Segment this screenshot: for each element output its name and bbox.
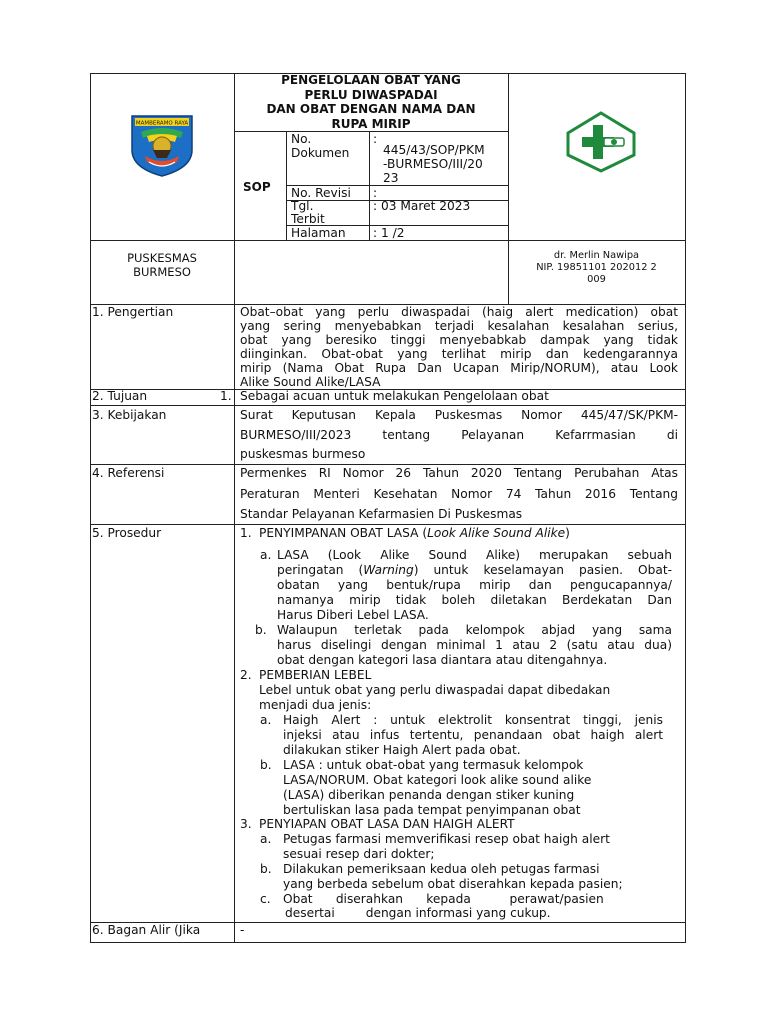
procedure-text-line: desertai dengan informasi yang cukup. bbox=[285, 906, 551, 920]
field-value: -BURMESO/III/20 bbox=[383, 157, 483, 171]
section-text-line: Surat Keputusan Kepala Puskesmas Nomor 445/47/SK/PKM- bbox=[240, 408, 678, 422]
procedure-text-line: obatan yang bentuk/rupa mirip dan pengucapannya/ bbox=[277, 578, 672, 592]
procedure-text-line: LASA (Look Alike Sound Alike) merupakan sebuah bbox=[277, 548, 672, 562]
procedure-step-heading: PEMBERIAN LEBEL bbox=[259, 668, 372, 682]
procedure-text-line: yang berbeda sebelum obat diserahkan kepada pasien; bbox=[283, 877, 623, 891]
list-marker: b. bbox=[255, 623, 267, 637]
field-value: : 1 /2 bbox=[373, 226, 405, 240]
grid-line bbox=[90, 464, 686, 465]
document-title-line: DAN OBAT DENGAN NAMA DAN bbox=[266, 102, 476, 116]
field-label: No. Revisi bbox=[291, 186, 351, 200]
procedure-text-line: (LASA) diberikan penanda dengan stiker kuning bbox=[283, 788, 575, 802]
section-number: 1. bbox=[220, 389, 232, 403]
section-text-line: puskesmas burmeso bbox=[240, 447, 366, 461]
field-label: No. bbox=[291, 132, 312, 146]
procedure-step-number: 3. bbox=[240, 817, 252, 831]
procedure-text-line: Dilakukan pemeriksaan kedua oleh petugas farmasi bbox=[283, 862, 600, 876]
section-text-line: Obat–obat yang perlu diwaspadai (haig alert medication) obat bbox=[240, 305, 678, 319]
procedure-text-line: Obat diserahkan kepada perawat/pasien bbox=[283, 892, 604, 906]
section-text-line: BURMESO/III/2023 tentang Pelayanan Kefarrmasian di bbox=[240, 428, 678, 442]
section-text-line: Peraturan Menteri Kesehatan Nomor 74 Tahun 2016 Tentang bbox=[240, 487, 678, 501]
section-label: 4. Referensi bbox=[92, 466, 165, 480]
procedure-step-heading: PENYIAPAN OBAT LASA DAN HAIGH ALERT bbox=[259, 817, 515, 831]
procedure-step-heading: PENYIMPANAN OBAT LASA (Look Alike Sound Alike) bbox=[259, 526, 570, 540]
section-label: 1. Pengertian bbox=[92, 305, 174, 319]
section-label: 2. Tujuan bbox=[92, 389, 148, 403]
section-text-line: mirip (Nama Obat Rupa Dan Ucapan Mirip/NORUM), atau Look bbox=[240, 361, 678, 375]
list-marker: a. bbox=[260, 832, 272, 846]
section-text-line: Permenkes RI Nomor 26 Tahun 2020 Tentang Perubahan Atas bbox=[240, 466, 678, 480]
procedure-text-line: dilakukan stiker Haigh Alert pada obat. bbox=[283, 743, 521, 757]
svg-text:MAMBERAMO RAYA: MAMBERAMO RAYA bbox=[135, 120, 189, 127]
document-title-line: PENGELOLAAN OBAT YANG bbox=[281, 73, 461, 87]
procedure-text-line: Walaupun terletak pada kelompok abjad yang sama bbox=[277, 623, 672, 637]
procedure-text-line: bertuliskan lasa pada tempat penyimpanan obat bbox=[283, 803, 581, 817]
section-text-line: Alike Sound Alike/LASA bbox=[240, 375, 381, 389]
field-label: Dokumen bbox=[291, 146, 350, 160]
procedure-text-line: namanya mirip tidak boleh diletakan Berdekatan Dan bbox=[277, 593, 672, 607]
grid-line bbox=[90, 405, 686, 406]
grid-line bbox=[685, 73, 686, 943]
list-marker: a. bbox=[260, 713, 272, 727]
procedure-text-line: harus diselingi dengan minimal 1 atau 2 (satu atau dua) bbox=[277, 638, 672, 652]
procedure-text-line: injeksi atau infus tertentu, penandaan obat haigh alert bbox=[283, 728, 663, 742]
field-value: 445/43/SOP/PKM bbox=[383, 143, 485, 157]
section-text-line: obat yang beresiko tinggi menyebabkab dampak yang tidak bbox=[240, 333, 678, 347]
field-value: : 03 Maret 2023 bbox=[373, 199, 471, 213]
section-text-line: - bbox=[240, 923, 245, 937]
section-text-line: Standar Pelayanan Kefarmasien Di Puskesmas bbox=[240, 507, 523, 521]
procedure-text-line: LASA/NORUM. Obat kategori look alike sound alike bbox=[283, 773, 592, 787]
grid-line bbox=[90, 73, 91, 943]
field-label: Halaman bbox=[291, 226, 346, 240]
grid-line bbox=[369, 131, 370, 240]
field-value: : bbox=[373, 132, 378, 146]
procedure-text-line: obat dengan kategori lasa diantara atau ditengahnya. bbox=[277, 653, 608, 667]
procedure-text-line: Haigh Alert : untuk elektrolit konsentrat tinggi, jenis bbox=[283, 713, 663, 727]
section-text-line: yang sering menyebabkan terjadi kesalahan kesalahan serius, bbox=[240, 319, 678, 333]
procedure-text-line: sesuai resep dari dokter; bbox=[283, 847, 435, 861]
procedure-step-number: 1. bbox=[240, 526, 252, 540]
document-title-line: RUPA MIRIP bbox=[331, 117, 411, 131]
list-marker: b. bbox=[260, 758, 272, 772]
procedure-text-line: peringatan (Warning) untuk keselamayan pasien. Obat- bbox=[277, 563, 672, 577]
procedure-text-line: menjadi dua jenis: bbox=[259, 698, 372, 712]
org-name: PUSKESMAS bbox=[127, 251, 197, 265]
signer-nip: 009 bbox=[587, 274, 606, 285]
section-text-line: Sebagai acuan untuk melakukan Pengelolaan obat bbox=[240, 389, 549, 403]
field-label: Tgl. bbox=[291, 199, 314, 213]
procedure-text-line: LASA : untuk obat-obat yang termasuk kelompok bbox=[283, 758, 584, 772]
regency-logo bbox=[127, 110, 197, 178]
list-marker: a. bbox=[260, 548, 272, 562]
procedure-step-number: 2. bbox=[240, 668, 252, 682]
section-label: 6. Bagan Alir (Jika bbox=[92, 923, 201, 937]
procedure-text-line: Petugas farmasi memverifikasi resep obat haigh alert bbox=[283, 832, 610, 846]
sop-label: SOP bbox=[243, 180, 271, 194]
list-marker: b. bbox=[260, 862, 272, 876]
list-marker: c. bbox=[260, 892, 271, 906]
puskesmas-logo bbox=[566, 111, 636, 173]
org-name: BURMESO bbox=[133, 265, 191, 279]
field-label: Terbit bbox=[291, 212, 325, 226]
grid-line bbox=[90, 524, 686, 525]
field-value: 23 bbox=[383, 171, 399, 185]
procedure-text-line: Harus Diberi Lebel LASA. bbox=[277, 608, 429, 622]
signer-name: dr. Merlin Nawipa bbox=[553, 250, 640, 261]
document-title-line: PERLU DIWASPADAI bbox=[304, 88, 438, 102]
procedure-text-line: Lebel untuk obat yang perlu diwaspadai dapat dibedakan bbox=[259, 683, 611, 697]
grid-line bbox=[90, 942, 686, 943]
section-label: 5. Prosedur bbox=[92, 526, 162, 540]
section-text-line: diinginkan. Obat-obat yang terlihat mirip dan kedengarannya bbox=[240, 347, 678, 361]
field-value: : bbox=[373, 186, 378, 200]
grid-line bbox=[286, 131, 287, 240]
grid-line bbox=[234, 73, 235, 943]
signer-nip: NIP. 19851101 202012 2 bbox=[536, 262, 657, 273]
section-label: 3. Kebijakan bbox=[92, 408, 167, 422]
